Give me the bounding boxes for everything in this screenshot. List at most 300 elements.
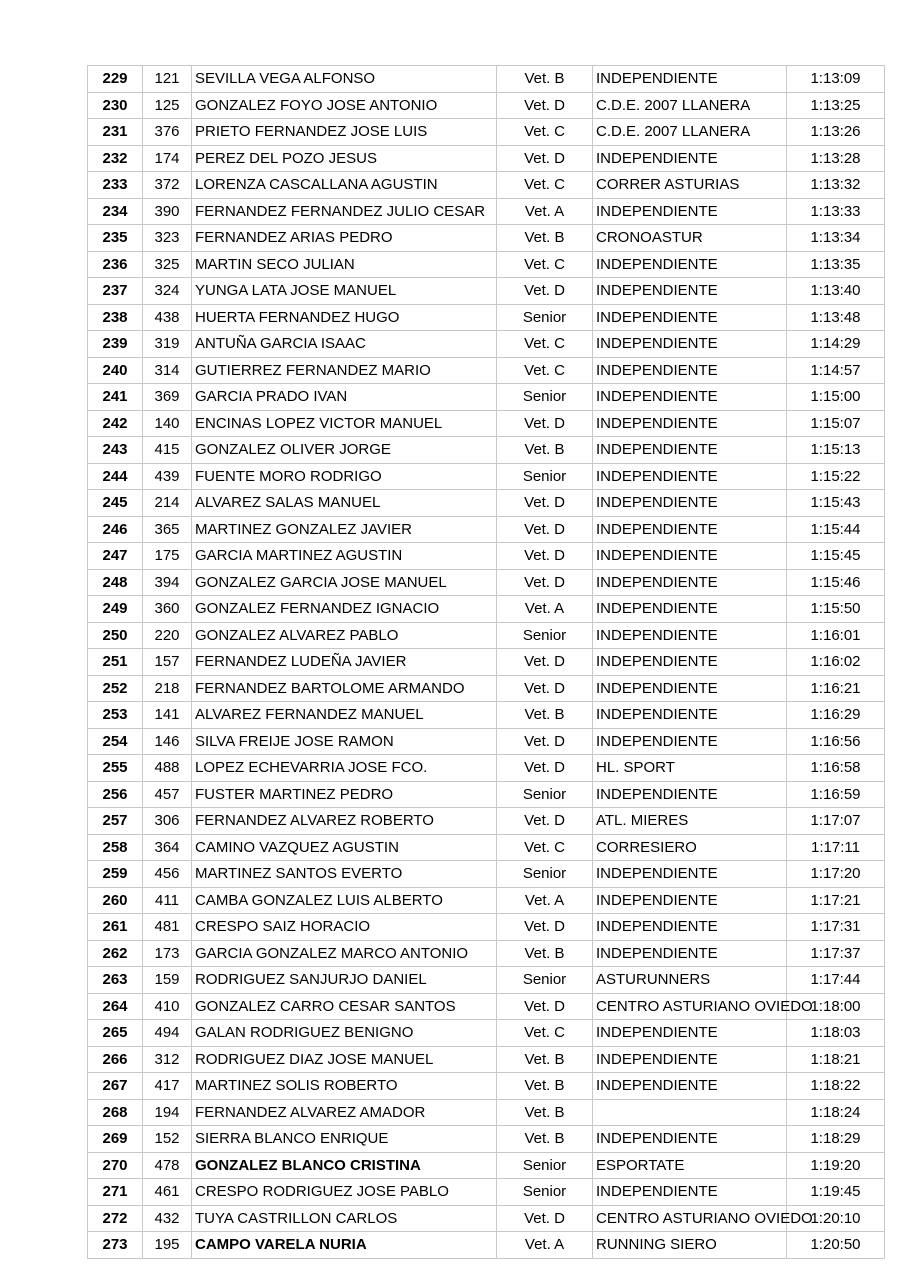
bib-number-cell: 323 <box>143 225 192 252</box>
finish-time-cell: 1:18:22 <box>787 1073 885 1100</box>
bib-number-cell: 410 <box>143 993 192 1020</box>
category-cell: Vet. D <box>497 490 593 517</box>
table-row <box>88 781 885 808</box>
club-cell: INDEPENDIENTE <box>593 357 787 384</box>
position-cell: 229 <box>88 66 143 93</box>
bib-number-cell: 488 <box>143 755 192 782</box>
table-row <box>88 145 885 172</box>
category-cell: Vet. D <box>497 808 593 835</box>
runner-name-cell: MARTIN SECO JULIAN <box>192 251 497 278</box>
category-cell: Senior <box>497 1179 593 1206</box>
runner-name-cell: FERNANDEZ LUDEÑA JAVIER <box>192 649 497 676</box>
bib-number-cell: 152 <box>143 1126 192 1153</box>
table-row <box>88 172 885 199</box>
table-row <box>88 861 885 888</box>
bib-number-cell: 432 <box>143 1205 192 1232</box>
position-cell: 238 <box>88 304 143 331</box>
runner-name-cell: FERNANDEZ BARTOLOME ARMANDO <box>192 675 497 702</box>
finish-time-cell: 1:17:44 <box>787 967 885 994</box>
finish-time-cell: 1:17:37 <box>787 940 885 967</box>
position-cell: 252 <box>88 675 143 702</box>
position-cell: 246 <box>88 516 143 543</box>
club-cell: ASTURUNNERS <box>593 967 787 994</box>
category-cell: Vet. D <box>497 914 593 941</box>
category-cell: Vet. B <box>497 1099 593 1126</box>
category-cell: Vet. B <box>497 1073 593 1100</box>
category-cell: Vet. A <box>497 887 593 914</box>
finish-time-cell: 1:16:58 <box>787 755 885 782</box>
position-cell: 239 <box>88 331 143 358</box>
position-cell: 241 <box>88 384 143 411</box>
position-cell: 233 <box>88 172 143 199</box>
finish-time-cell: 1:13:34 <box>787 225 885 252</box>
runner-name-cell: RODRIGUEZ SANJURJO DANIEL <box>192 967 497 994</box>
table-row <box>88 967 885 994</box>
finish-time-cell: 1:15:43 <box>787 490 885 517</box>
table-row <box>88 993 885 1020</box>
category-cell: Vet. D <box>497 278 593 305</box>
table-row <box>88 516 885 543</box>
position-cell: 273 <box>88 1232 143 1259</box>
position-cell: 259 <box>88 861 143 888</box>
finish-time-cell: 1:17:21 <box>787 887 885 914</box>
club-cell: INDEPENDIENTE <box>593 649 787 676</box>
category-cell: Vet. D <box>497 728 593 755</box>
table-row <box>88 251 885 278</box>
bib-number-cell: 141 <box>143 702 192 729</box>
table-row <box>88 410 885 437</box>
category-cell: Vet. B <box>497 702 593 729</box>
club-cell: INDEPENDIENTE <box>593 940 787 967</box>
position-cell: 251 <box>88 649 143 676</box>
table-row <box>88 728 885 755</box>
runner-name-cell: PRIETO FERNANDEZ JOSE LUIS <box>192 119 497 146</box>
table-row <box>88 543 885 570</box>
runner-name-cell: GONZALEZ FERNANDEZ IGNACIO <box>192 596 497 623</box>
table-row <box>88 808 885 835</box>
runner-name-cell: GARCIA MARTINEZ AGUSTIN <box>192 543 497 570</box>
finish-time-cell: 1:18:00 <box>787 993 885 1020</box>
category-cell: Vet. B <box>497 437 593 464</box>
club-cell: CENTRO ASTURIANO OVIEDO <box>593 993 787 1020</box>
finish-time-cell: 1:18:21 <box>787 1046 885 1073</box>
finish-time-cell: 1:19:45 <box>787 1179 885 1206</box>
table-row <box>88 1126 885 1153</box>
table-row <box>88 304 885 331</box>
bib-number-cell: 365 <box>143 516 192 543</box>
bib-number-cell: 415 <box>143 437 192 464</box>
finish-time-cell: 1:20:10 <box>787 1205 885 1232</box>
club-cell: INDEPENDIENTE <box>593 914 787 941</box>
bib-number-cell: 159 <box>143 967 192 994</box>
bib-number-cell: 438 <box>143 304 192 331</box>
runner-name-cell: FUENTE MORO RODRIGO <box>192 463 497 490</box>
bib-number-cell: 175 <box>143 543 192 570</box>
category-cell: Vet. A <box>497 1232 593 1259</box>
position-cell: 257 <box>88 808 143 835</box>
results-body <box>88 66 885 1259</box>
table-row <box>88 225 885 252</box>
category-cell: Vet. B <box>497 1046 593 1073</box>
finish-time-cell: 1:18:24 <box>787 1099 885 1126</box>
runner-name-cell: RODRIGUEZ DIAZ JOSE MANUEL <box>192 1046 497 1073</box>
bib-number-cell: 494 <box>143 1020 192 1047</box>
table-row <box>88 622 885 649</box>
position-cell: 247 <box>88 543 143 570</box>
bib-number-cell: 360 <box>143 596 192 623</box>
position-cell: 243 <box>88 437 143 464</box>
table-row <box>88 1179 885 1206</box>
club-cell: INDEPENDIENTE <box>593 437 787 464</box>
table-row <box>88 1020 885 1047</box>
table-row <box>88 702 885 729</box>
category-cell: Vet. B <box>497 940 593 967</box>
category-cell: Vet. C <box>497 251 593 278</box>
table-row <box>88 490 885 517</box>
position-cell: 245 <box>88 490 143 517</box>
bib-number-cell: 194 <box>143 1099 192 1126</box>
bib-number-cell: 461 <box>143 1179 192 1206</box>
club-cell: INDEPENDIENTE <box>593 622 787 649</box>
club-cell: RUNNING SIERO <box>593 1232 787 1259</box>
table-row <box>88 463 885 490</box>
bib-number-cell: 456 <box>143 861 192 888</box>
category-cell: Vet. C <box>497 1020 593 1047</box>
table-row <box>88 198 885 225</box>
runner-name-cell: CRESPO SAIZ HORACIO <box>192 914 497 941</box>
club-cell: INDEPENDIENTE <box>593 198 787 225</box>
runner-name-cell: ANTUÑA GARCIA ISAAC <box>192 331 497 358</box>
runner-name-cell: GARCIA GONZALEZ MARCO ANTONIO <box>192 940 497 967</box>
finish-time-cell: 1:17:11 <box>787 834 885 861</box>
position-cell: 258 <box>88 834 143 861</box>
club-cell: INDEPENDIENTE <box>593 1179 787 1206</box>
table-row <box>88 1073 885 1100</box>
bib-number-cell: 325 <box>143 251 192 278</box>
club-cell: INDEPENDIENTE <box>593 490 787 517</box>
runner-name-cell: FERNANDEZ ARIAS PEDRO <box>192 225 497 252</box>
club-cell: INDEPENDIENTE <box>593 304 787 331</box>
bib-number-cell: 481 <box>143 914 192 941</box>
bib-number-cell: 121 <box>143 66 192 93</box>
runner-name-cell: TUYA CASTRILLON CARLOS <box>192 1205 497 1232</box>
category-cell: Vet. A <box>497 596 593 623</box>
club-cell: INDEPENDIENTE <box>593 1046 787 1073</box>
position-cell: 242 <box>88 410 143 437</box>
finish-time-cell: 1:15:46 <box>787 569 885 596</box>
position-cell: 248 <box>88 569 143 596</box>
category-cell: Vet. A <box>497 198 593 225</box>
club-cell: CORRESIERO <box>593 834 787 861</box>
finish-time-cell: 1:13:35 <box>787 251 885 278</box>
club-cell: INDEPENDIENTE <box>593 675 787 702</box>
runner-name-cell: GUTIERREZ FERNANDEZ MARIO <box>192 357 497 384</box>
position-cell: 231 <box>88 119 143 146</box>
position-cell: 268 <box>88 1099 143 1126</box>
table-row <box>88 914 885 941</box>
table-row <box>88 755 885 782</box>
club-cell: INDEPENDIENTE <box>593 331 787 358</box>
category-cell: Vet. C <box>497 172 593 199</box>
table-row <box>88 384 885 411</box>
finish-time-cell: 1:14:57 <box>787 357 885 384</box>
category-cell: Vet. C <box>497 331 593 358</box>
runner-name-cell: GONZALEZ FOYO JOSE ANTONIO <box>192 92 497 119</box>
position-cell: 255 <box>88 755 143 782</box>
position-cell: 249 <box>88 596 143 623</box>
position-cell: 269 <box>88 1126 143 1153</box>
category-cell: Vet. D <box>497 649 593 676</box>
bib-number-cell: 369 <box>143 384 192 411</box>
table-row <box>88 119 885 146</box>
table-row <box>88 357 885 384</box>
runner-name-cell: ENCINAS LOPEZ VICTOR MANUEL <box>192 410 497 437</box>
club-cell: INDEPENDIENTE <box>593 278 787 305</box>
club-cell: CENTRO ASTURIANO OVIEDO <box>593 1205 787 1232</box>
bib-number-cell: 478 <box>143 1152 192 1179</box>
club-cell: INDEPENDIENTE <box>593 463 787 490</box>
position-cell: 272 <box>88 1205 143 1232</box>
finish-time-cell: 1:20:50 <box>787 1232 885 1259</box>
category-cell: Vet. D <box>497 145 593 172</box>
runner-name-cell: FERNANDEZ ALVAREZ ROBERTO <box>192 808 497 835</box>
table-row <box>88 675 885 702</box>
bib-number-cell: 314 <box>143 357 192 384</box>
position-cell: 260 <box>88 887 143 914</box>
runner-name-cell: ALVAREZ SALAS MANUEL <box>192 490 497 517</box>
table-row <box>88 92 885 119</box>
table-row <box>88 596 885 623</box>
finish-time-cell: 1:15:45 <box>787 543 885 570</box>
bib-number-cell: 220 <box>143 622 192 649</box>
table-row <box>88 834 885 861</box>
finish-time-cell: 1:13:26 <box>787 119 885 146</box>
finish-time-cell: 1:13:40 <box>787 278 885 305</box>
runner-name-cell: CAMPO VARELA NURIA <box>192 1232 497 1259</box>
bib-number-cell: 140 <box>143 410 192 437</box>
finish-time-cell: 1:15:00 <box>787 384 885 411</box>
finish-time-cell: 1:17:31 <box>787 914 885 941</box>
runner-name-cell: GONZALEZ BLANCO CRISTINA <box>192 1152 497 1179</box>
category-cell: Senior <box>497 622 593 649</box>
bib-number-cell: 324 <box>143 278 192 305</box>
finish-time-cell: 1:13:32 <box>787 172 885 199</box>
runner-name-cell: MARTINEZ SANTOS EVERTO <box>192 861 497 888</box>
club-cell: INDEPENDIENTE <box>593 702 787 729</box>
club-cell: INDEPENDIENTE <box>593 861 787 888</box>
bib-number-cell: 390 <box>143 198 192 225</box>
bib-number-cell: 157 <box>143 649 192 676</box>
club-cell: CORRER ASTURIAS <box>593 172 787 199</box>
finish-time-cell: 1:13:33 <box>787 198 885 225</box>
category-cell: Vet. B <box>497 225 593 252</box>
category-cell: Senior <box>497 861 593 888</box>
finish-time-cell: 1:13:28 <box>787 145 885 172</box>
runner-name-cell: SIERRA BLANCO ENRIQUE <box>192 1126 497 1153</box>
club-cell: INDEPENDIENTE <box>593 728 787 755</box>
position-cell: 267 <box>88 1073 143 1100</box>
runner-name-cell: CRESPO RODRIGUEZ JOSE PABLO <box>192 1179 497 1206</box>
position-cell: 230 <box>88 92 143 119</box>
category-cell: Vet. D <box>497 993 593 1020</box>
finish-time-cell: 1:15:07 <box>787 410 885 437</box>
table-row <box>88 1099 885 1126</box>
club-cell: INDEPENDIENTE <box>593 66 787 93</box>
position-cell: 235 <box>88 225 143 252</box>
club-cell: INDEPENDIENTE <box>593 1126 787 1153</box>
finish-time-cell: 1:17:20 <box>787 861 885 888</box>
category-cell: Vet. C <box>497 834 593 861</box>
table-row <box>88 1046 885 1073</box>
category-cell: Senior <box>497 781 593 808</box>
table-row <box>88 278 885 305</box>
runner-name-cell: FERNANDEZ FERNANDEZ JULIO CESAR <box>192 198 497 225</box>
position-cell: 271 <box>88 1179 143 1206</box>
bib-number-cell: 439 <box>143 463 192 490</box>
position-cell: 254 <box>88 728 143 755</box>
runner-name-cell: GONZALEZ ALVAREZ PABLO <box>192 622 497 649</box>
category-cell: Vet. D <box>497 569 593 596</box>
runner-name-cell: CAMBA GONZALEZ LUIS ALBERTO <box>192 887 497 914</box>
runner-name-cell: FERNANDEZ ALVAREZ AMADOR <box>192 1099 497 1126</box>
category-cell: Vet. D <box>497 410 593 437</box>
table-row <box>88 649 885 676</box>
club-cell: INDEPENDIENTE <box>593 145 787 172</box>
category-cell: Vet. D <box>497 675 593 702</box>
club-cell: INDEPENDIENTE <box>593 516 787 543</box>
bib-number-cell: 312 <box>143 1046 192 1073</box>
category-cell: Senior <box>497 304 593 331</box>
position-cell: 253 <box>88 702 143 729</box>
runner-name-cell: FUSTER MARTINEZ PEDRO <box>192 781 497 808</box>
table-row <box>88 331 885 358</box>
finish-time-cell: 1:18:03 <box>787 1020 885 1047</box>
table-row <box>88 940 885 967</box>
club-cell: INDEPENDIENTE <box>593 251 787 278</box>
bib-number-cell: 146 <box>143 728 192 755</box>
runner-name-cell: LOPEZ ECHEVARRIA JOSE FCO. <box>192 755 497 782</box>
position-cell: 263 <box>88 967 143 994</box>
runner-name-cell: GONZALEZ OLIVER JORGE <box>192 437 497 464</box>
runner-name-cell: SEVILLA VEGA ALFONSO <box>192 66 497 93</box>
category-cell: Vet. B <box>497 66 593 93</box>
category-cell: Vet. D <box>497 1205 593 1232</box>
position-cell: 237 <box>88 278 143 305</box>
bib-number-cell: 364 <box>143 834 192 861</box>
table-row <box>88 1152 885 1179</box>
finish-time-cell: 1:18:29 <box>787 1126 885 1153</box>
finish-time-cell: 1:16:01 <box>787 622 885 649</box>
category-cell: Vet. D <box>497 92 593 119</box>
runner-name-cell: YUNGA LATA JOSE MANUEL <box>192 278 497 305</box>
position-cell: 244 <box>88 463 143 490</box>
bib-number-cell: 457 <box>143 781 192 808</box>
club-cell: INDEPENDIENTE <box>593 569 787 596</box>
category-cell: Vet. C <box>497 119 593 146</box>
finish-time-cell: 1:16:59 <box>787 781 885 808</box>
finish-time-cell: 1:16:56 <box>787 728 885 755</box>
position-cell: 234 <box>88 198 143 225</box>
finish-time-cell: 1:13:09 <box>787 66 885 93</box>
club-cell: INDEPENDIENTE <box>593 887 787 914</box>
club-cell: INDEPENDIENTE <box>593 781 787 808</box>
runner-name-cell: MARTINEZ SOLIS ROBERTO <box>192 1073 497 1100</box>
finish-time-cell: 1:15:44 <box>787 516 885 543</box>
runner-name-cell: GALAN RODRIGUEZ BENIGNO <box>192 1020 497 1047</box>
bib-number-cell: 195 <box>143 1232 192 1259</box>
club-cell: C.D.E. 2007 LLANERA <box>593 119 787 146</box>
results-table <box>87 65 885 1259</box>
bib-number-cell: 125 <box>143 92 192 119</box>
finish-time-cell: 1:14:29 <box>787 331 885 358</box>
bib-number-cell: 394 <box>143 569 192 596</box>
runner-name-cell: GONZALEZ CARRO CESAR SANTOS <box>192 993 497 1020</box>
club-cell: INDEPENDIENTE <box>593 384 787 411</box>
finish-time-cell: 1:15:22 <box>787 463 885 490</box>
position-cell: 264 <box>88 993 143 1020</box>
position-cell: 262 <box>88 940 143 967</box>
position-cell: 250 <box>88 622 143 649</box>
club-cell: INDEPENDIENTE <box>593 1073 787 1100</box>
bib-number-cell: 376 <box>143 119 192 146</box>
category-cell: Senior <box>497 967 593 994</box>
finish-time-cell: 1:13:25 <box>787 92 885 119</box>
finish-time-cell: 1:16:21 <box>787 675 885 702</box>
club-cell: C.D.E. 2007 LLANERA <box>593 92 787 119</box>
category-cell: Vet. C <box>497 357 593 384</box>
category-cell: Senior <box>497 1152 593 1179</box>
category-cell: Vet. B <box>497 1126 593 1153</box>
runner-name-cell: MARTINEZ GONZALEZ JAVIER <box>192 516 497 543</box>
position-cell: 265 <box>88 1020 143 1047</box>
finish-time-cell: 1:17:07 <box>787 808 885 835</box>
runner-name-cell: GONZALEZ GARCIA JOSE MANUEL <box>192 569 497 596</box>
table-row <box>88 887 885 914</box>
category-cell: Vet. D <box>497 543 593 570</box>
category-cell: Senior <box>497 463 593 490</box>
category-cell: Senior <box>497 384 593 411</box>
finish-time-cell: 1:16:29 <box>787 702 885 729</box>
category-cell: Vet. D <box>497 516 593 543</box>
runner-name-cell: HUERTA FERNANDEZ HUGO <box>192 304 497 331</box>
runner-name-cell: PEREZ DEL POZO JESUS <box>192 145 497 172</box>
category-cell: Vet. D <box>497 755 593 782</box>
position-cell: 266 <box>88 1046 143 1073</box>
runner-name-cell: GARCIA PRADO IVAN <box>192 384 497 411</box>
position-cell: 270 <box>88 1152 143 1179</box>
runner-name-cell: SILVA FREIJE JOSE RAMON <box>192 728 497 755</box>
table-row <box>88 1232 885 1259</box>
position-cell: 256 <box>88 781 143 808</box>
bib-number-cell: 173 <box>143 940 192 967</box>
runner-name-cell: LORENZA CASCALLANA AGUSTIN <box>192 172 497 199</box>
club-cell: INDEPENDIENTE <box>593 596 787 623</box>
bib-number-cell: 174 <box>143 145 192 172</box>
club-cell: CRONOASTUR <box>593 225 787 252</box>
table-row <box>88 437 885 464</box>
runner-name-cell: CAMINO VAZQUEZ AGUSTIN <box>192 834 497 861</box>
table-row <box>88 569 885 596</box>
club-cell: INDEPENDIENTE <box>593 543 787 570</box>
table-row <box>88 1205 885 1232</box>
table-row <box>88 66 885 93</box>
bib-number-cell: 319 <box>143 331 192 358</box>
finish-time-cell: 1:19:20 <box>787 1152 885 1179</box>
finish-time-cell: 1:15:13 <box>787 437 885 464</box>
bib-number-cell: 411 <box>143 887 192 914</box>
club-cell: ESPORTATE <box>593 1152 787 1179</box>
position-cell: 232 <box>88 145 143 172</box>
